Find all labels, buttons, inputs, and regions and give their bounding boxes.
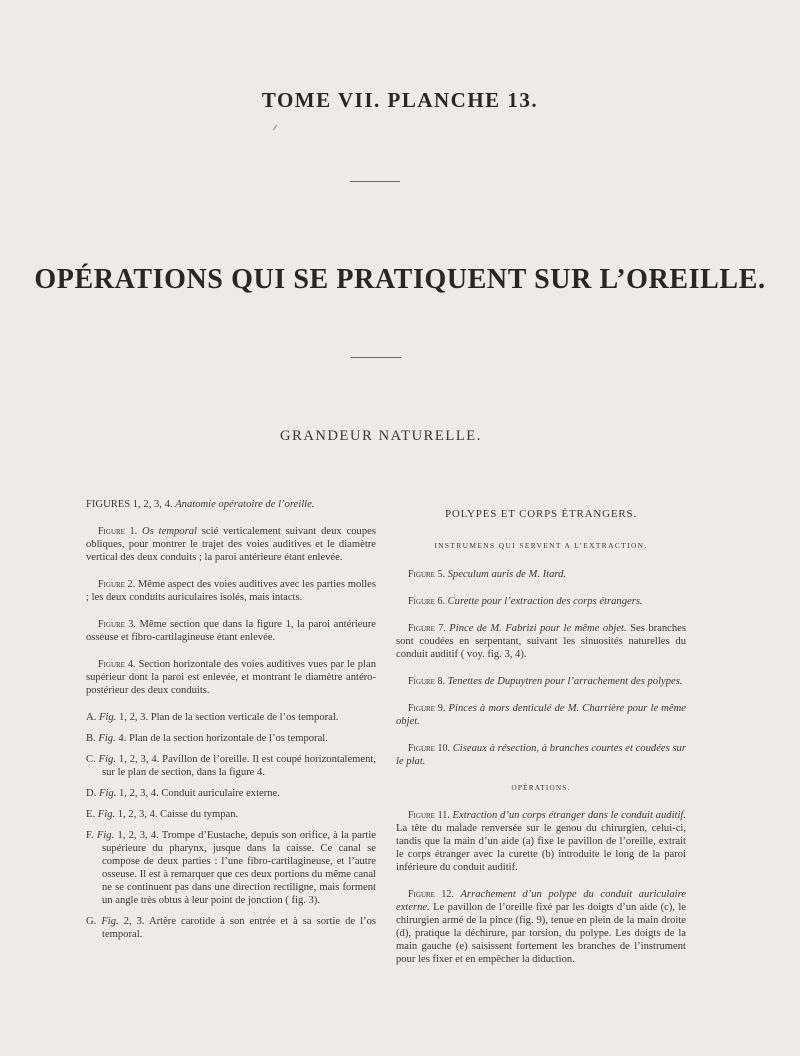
- figure-label: Figure 9.: [408, 703, 446, 714]
- figure-emphasis: Pince de M. Fabrizi pour le même objet.: [449, 623, 627, 634]
- figure-label: Figure 3.: [98, 619, 136, 630]
- legend-item-e: [86, 808, 376, 821]
- legend-text: 1, 2, 3, 4. Caisse du tympan.: [115, 809, 239, 820]
- figure-label: Figure 2.: [98, 579, 136, 590]
- intro-text: Anatomie opératoire de l’oreille.: [175, 499, 315, 510]
- legend-fig: Fig.: [97, 809, 116, 820]
- figure-10: [396, 742, 686, 768]
- page-title: OPÉRATIONS QUI SE PRATIQUENT SUR L’OREILLE.: [34, 264, 766, 295]
- figure-7: [396, 622, 686, 661]
- legend-fig: Fig.: [96, 830, 115, 841]
- figure-text: Même aspect des voies auditives avec les parties molles ; les deux conduits auriculaires isolés, mais intacts.: [86, 579, 376, 603]
- figure-label: Figure 7.: [408, 623, 446, 634]
- legend-letter: G.: [86, 916, 97, 927]
- divider-middle: [351, 357, 401, 358]
- figure-emphasis: Arrachement d’un polype du conduit auriculaire externe.: [396, 889, 686, 913]
- figure-label: Figure 5.: [408, 569, 445, 580]
- stray-mark: [273, 125, 277, 130]
- legend-letter: A.: [86, 712, 97, 723]
- legend-text: 2, 3. Artère carotide à son entrée et à sa sortie de l’os temporal.: [102, 916, 376, 940]
- figure-6: [396, 595, 686, 608]
- figure-emphasis: Tenettes de Dupuytren pour l’arrachement des polypes.: [447, 676, 683, 687]
- figure-emphasis: Extraction d’un corps étranger dans le conduit auditif.: [452, 810, 686, 821]
- plate-number: TOME VII. PLANCHE 13.: [261, 88, 539, 112]
- legend-fig: Fig.: [98, 712, 117, 723]
- legend-text: 1, 2, 3, 4. Conduit auriculaire externe.: [116, 788, 280, 799]
- figure-4: [86, 658, 376, 697]
- section-heading: POLYPES ET CORPS ÉTRANGERS.: [444, 508, 638, 520]
- figure-text: Même section que dans la figure 1, la paroi antérieure osseuse et fibro-cartilagineuse étant enlevée.: [86, 619, 376, 643]
- figure-text: Ses branches sont coudées en serpentant, suivant les sinuosités naturelles du conduit auditif ( voy. fig. 3, 4).: [396, 623, 686, 660]
- figure-label: Figure 10.: [408, 743, 451, 754]
- legend-letter: C.: [86, 754, 96, 765]
- figure-label: Figure 11.: [408, 810, 450, 821]
- legend-item-c: [86, 753, 376, 779]
- legend-item-g: [86, 915, 376, 941]
- right-column: [396, 508, 686, 980]
- legend-fig: Fig.: [101, 916, 119, 927]
- legend-item-d: [86, 787, 376, 800]
- section-subheading: INSTRUMENS QUI SERVENT A L’EXTRACTION.: [434, 541, 648, 550]
- figure-8: [396, 675, 686, 688]
- legend-letter: F.: [86, 830, 94, 841]
- figure-label: Figure 12.: [408, 889, 454, 900]
- legend-fig: Fig.: [98, 754, 116, 765]
- figure-emphasis: Ciseaux à résection, à branches courtes et coudées sur le plat.: [396, 743, 686, 767]
- legend-item-a: [86, 711, 376, 724]
- operations-heading: OPÉRATIONS.: [511, 784, 571, 792]
- figure-text: Le pavillon de l’oreille fixé par les doigts d’un aide (c), le chirurgien armé de la pince (fig. 9), tenue en plein de la main droite (d), pratique la déchirure, par torsion, du polype. Les doigts de la main gauche (e) saisissent fortement les branches de l’instrument pour les fixer et en empêcher la diduction.: [396, 902, 686, 965]
- figure-9: [396, 702, 686, 728]
- legend-letter: B.: [86, 733, 96, 744]
- figure-3: [86, 618, 376, 644]
- legend-text: 1, 2, 3. Plan de la section verticale de l’os temporal.: [116, 712, 339, 723]
- figure-1: [86, 525, 376, 564]
- figure-5: [396, 568, 686, 581]
- figure-emphasis: Os temporal: [142, 526, 197, 537]
- figure-2: [86, 578, 376, 604]
- legend-item-f: [86, 829, 376, 907]
- legend-fig: Fig.: [98, 788, 117, 799]
- figure-text: scié verticalement suivant deux coupes obliques, pour montrer le trajet des voies auditives et le diamètre vertical des deux conduits ; la paroi antérieure étant enlevée.: [86, 526, 376, 563]
- left-column: [86, 498, 376, 949]
- legend-item-b: [86, 732, 376, 745]
- intro-label: FIGURES 1, 2, 3, 4.: [86, 499, 173, 510]
- legend-letter: E.: [86, 809, 96, 820]
- legend-text: 1, 2, 3, 4. Pavillon de l’oreille. Il est coupé horizontalement, sur le plan de section, dans la figure 4.: [102, 754, 376, 778]
- figure-text: Section horizontale des voies auditives vues par le plan supérieur dont la paroi est enlevée, et montrant le diamètre antéro-postérieur des deux conduits.: [86, 659, 376, 696]
- figure-emphasis: Speculum auris de M. Itard.: [447, 569, 567, 580]
- figure-11: [396, 809, 686, 874]
- legend-fig: Fig.: [98, 733, 116, 744]
- figure-text: La tête du malade renversée sur le genou du chirurgien, celui-ci, tandis que la main d’un aide (a) fixe le pavillon de l’oreille, extrait le corps étranger avec la curette (b) introduite le long de la paroi inférieure du conduit auditif.: [396, 823, 686, 873]
- intro-line: [86, 498, 376, 511]
- legend-letter: D.: [86, 788, 97, 799]
- divider-top: [350, 181, 400, 182]
- figure-12: [396, 888, 686, 966]
- figure-label: Figure 1.: [98, 526, 138, 537]
- figure-label: Figure 6.: [408, 596, 445, 607]
- scale-note: GRANDEUR NATURELLE.: [280, 428, 482, 444]
- figure-label: Figure 8.: [408, 676, 445, 687]
- figure-label: Figure 4.: [98, 659, 136, 670]
- figure-emphasis: Pinces à mors denticulé de M. Charrière pour le même objet.: [396, 703, 686, 727]
- legend-text: 1, 2, 3, 4. Trompe d’Eustache, depuis son orifice, à la partie supérieure du pharynx, jusque dans la caisse. Ce canal se compose de deux parties : l’une fibro-cartilagineuse, et l’autre osseuse. Il est à remarquer que ces deux portions du même canal ne se continuent pas dans une direction rectiligne, mais forment un angle très obtus à leur point de jonction ( fig. 3).: [102, 830, 376, 906]
- legend-text: 4. Plan de la section horizontale de l’os temporal.: [115, 733, 328, 744]
- figure-emphasis: Curette pour l’extraction des corps étrangers.: [447, 596, 643, 607]
